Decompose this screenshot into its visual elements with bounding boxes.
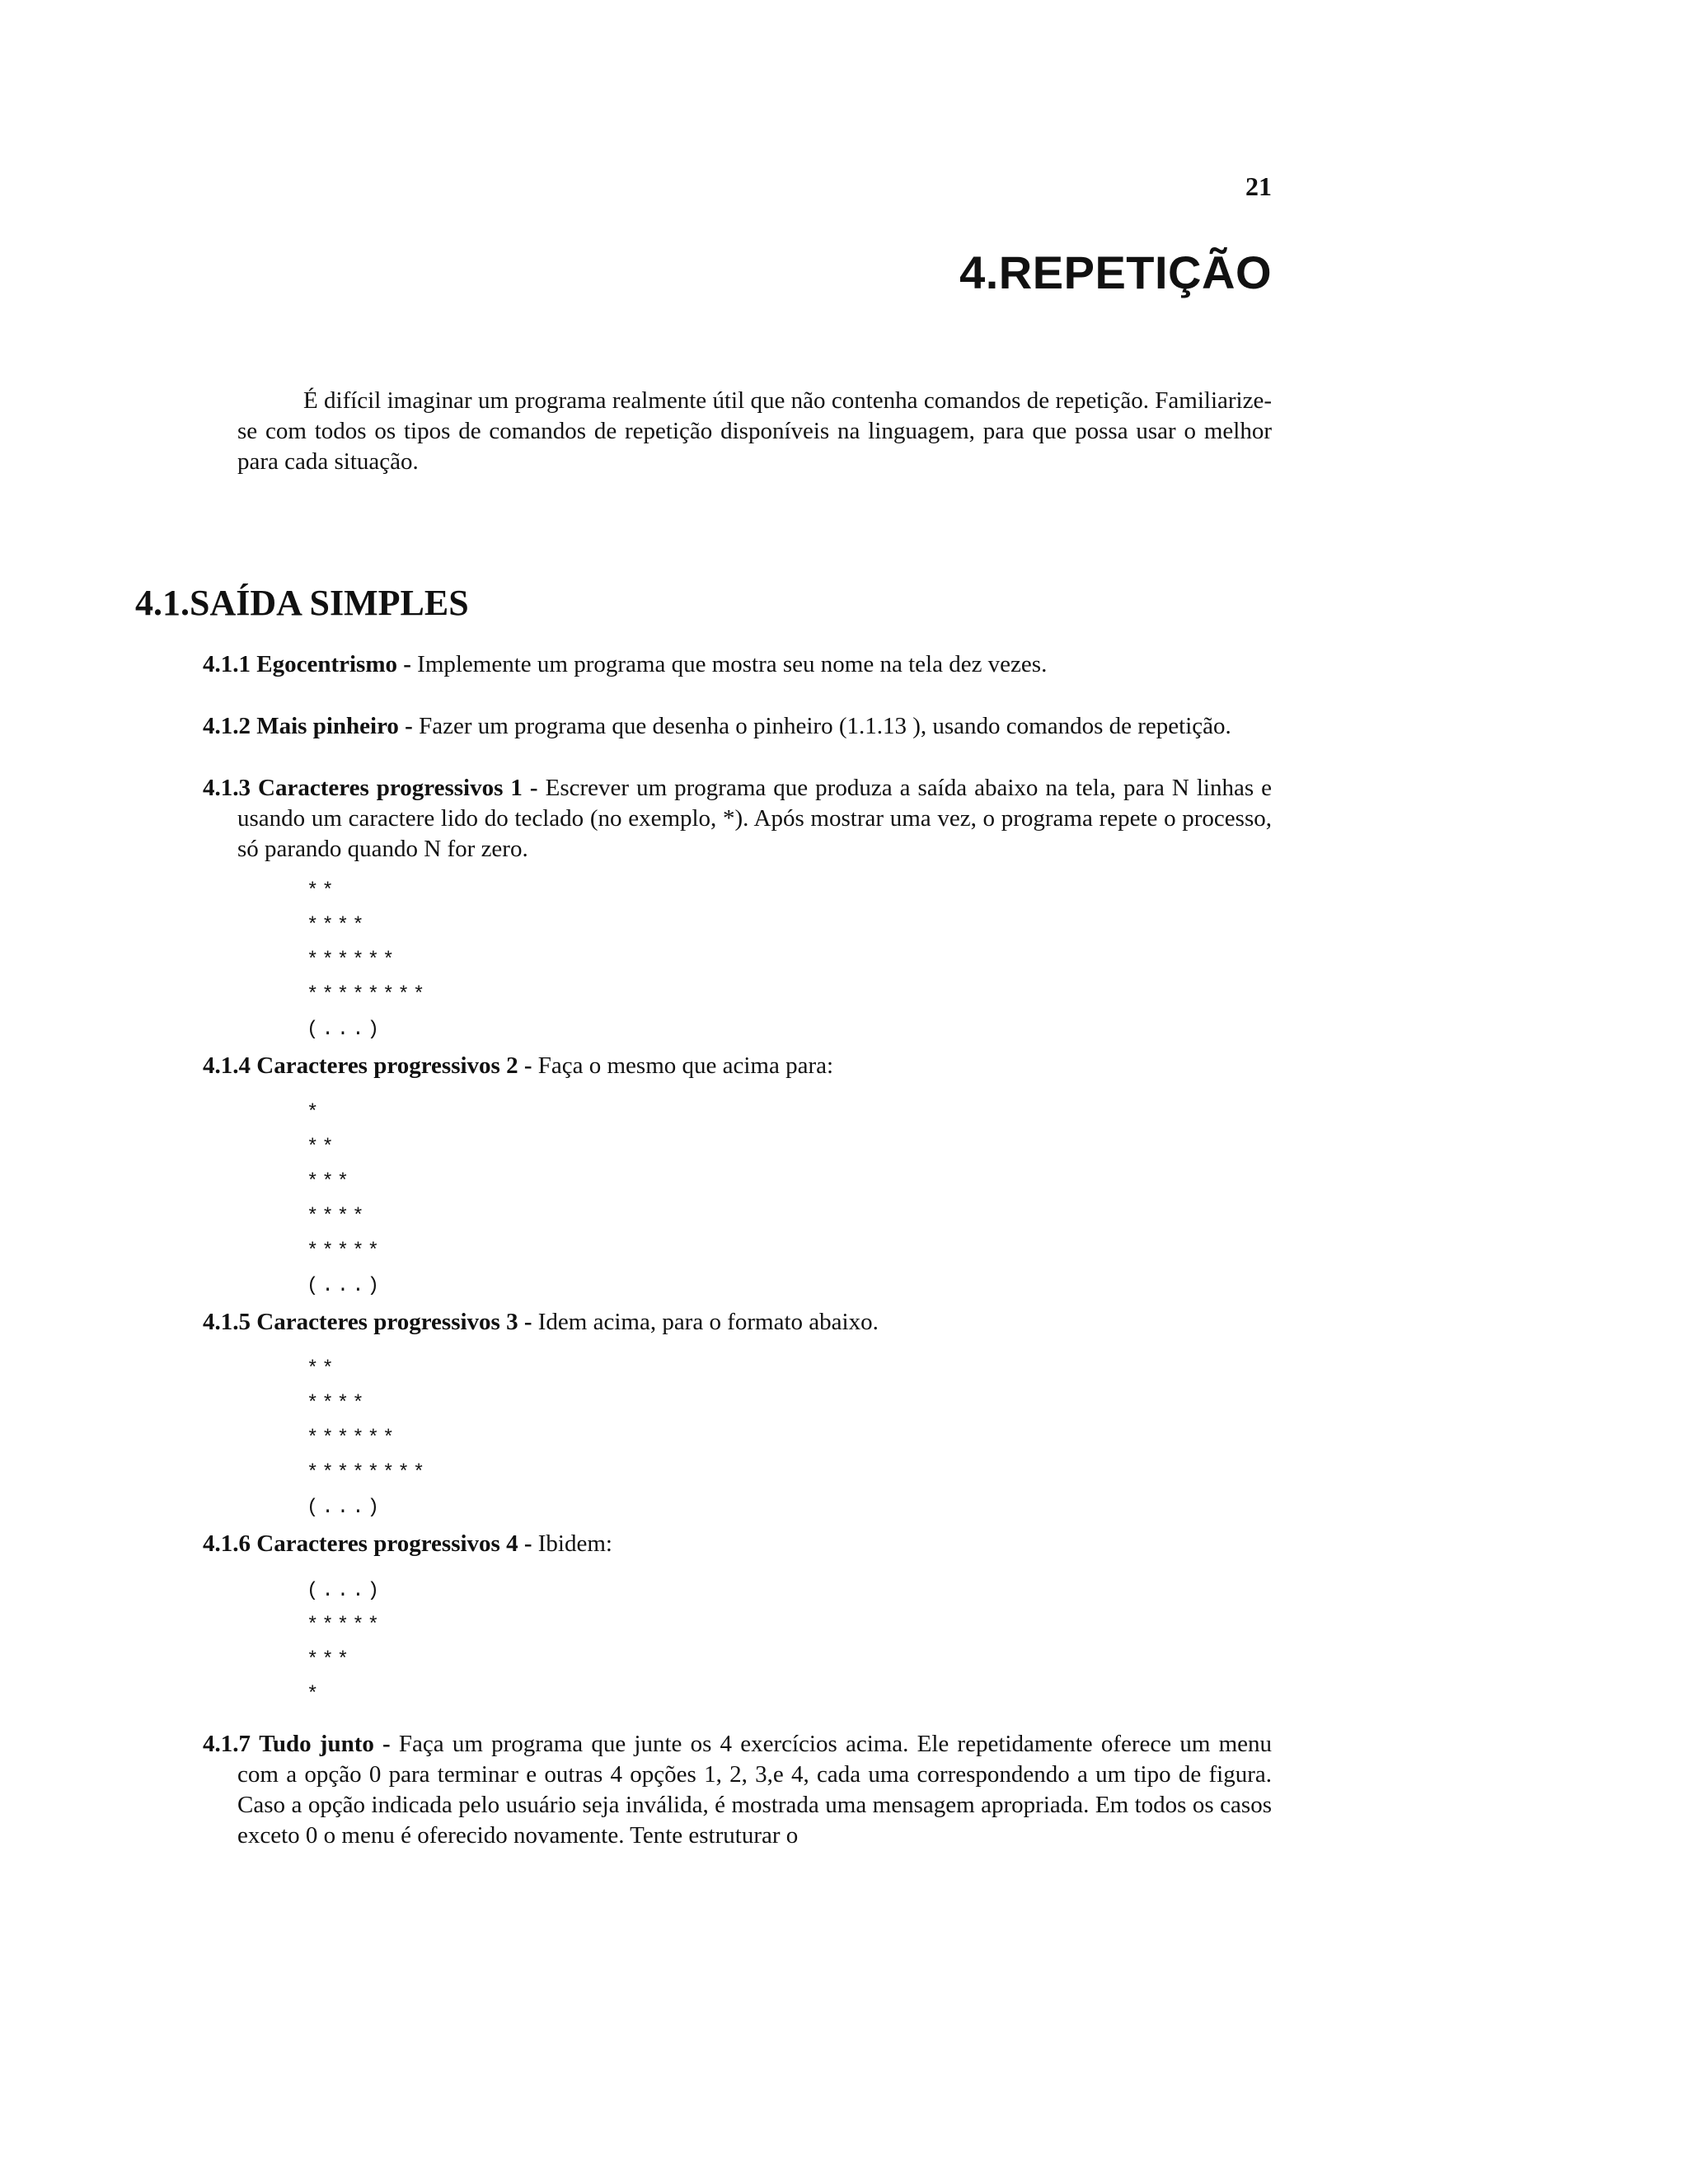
exercise-4-1-1 — [203, 649, 1272, 680]
section-title: 4.1.SAÍDA SIMPLES — [135, 583, 469, 623]
ascii-line: * — [307, 1684, 322, 1706]
ascii-example — [203, 1096, 1272, 1304]
exercise-number: 4.1.3 — [203, 775, 251, 801]
ascii-line: ******** — [307, 984, 429, 1006]
ascii-line: ***** — [307, 1240, 383, 1263]
exercise-name: Caracteres progressivos 4 - — [256, 1530, 532, 1557]
ascii-example — [203, 1352, 1272, 1526]
exercise-number: 4.1.2 — [203, 713, 251, 739]
exercise-text: Ibidem: — [537, 1530, 612, 1557]
exercise-text: Implemente um programa que mostra seu nome na tela dez vezes. — [417, 651, 1048, 677]
chapter-title: 4.REPETIÇÃO — [959, 246, 1272, 298]
exercise-text: Faça um programa que junte os 4 exercícios acima. Ele repetidamente oferece um menu com a opção 0 para terminar e outras 4 opções 1, 2, 3,e 4, cada uma correspondendo a um tipo de figura. Caso a opção indicada pelo usuário seja inválida, é mostrada uma mensagem apropriada. Em todos os casos exceto 0 o menu é oferecido novamente. Tente estruturar o — [237, 1731, 1273, 1849]
exercise-list — [203, 649, 1272, 1851]
ascii-line: ** — [307, 1137, 337, 1159]
exercise-text: Fazer um programa que desenha o pinheiro (1.1.13 ), usando comandos de repetição. — [419, 713, 1231, 739]
exercise-number: 4.1.7 — [203, 1731, 251, 1757]
ascii-example — [203, 1574, 1272, 1713]
exercise-name: Caracteres progressivos 2 - — [256, 1052, 532, 1079]
ascii-line: ****** — [307, 949, 398, 972]
exercise-4-1-6 — [203, 1529, 1272, 1559]
exercise-name: Caracteres progressivos 3 - — [256, 1309, 532, 1335]
ascii-line: ******** — [307, 1462, 429, 1484]
ascii-line: (...) — [307, 1580, 383, 1602]
exercise-name: Mais pinheiro - — [256, 713, 413, 739]
ascii-line: ****** — [307, 1427, 398, 1450]
ascii-line: *** — [307, 1649, 353, 1671]
ascii-example — [203, 874, 1272, 1047]
ascii-line: ** — [307, 1358, 337, 1380]
intro-paragraph: É difícil imaginar um programa realmente útil que não contenha comandos de repetição. Familiarize-se com todos os tipos de comandos de repetição disponíveis na linguagem, para que possa usar o melhor para cada situação. — [237, 387, 1272, 475]
exercise-text: Escrever um programa que produza a saída abaixo na tela, para N linhas e usando um caractere lido do teclado (no exemplo, *). Após mostrar uma vez, o programa repete o processo, só parando quando N for zero. — [237, 775, 1273, 862]
exercise-name: Tudo junto - — [259, 1731, 391, 1757]
ascii-line: **** — [307, 1206, 368, 1228]
exercise-4-1-3 — [203, 773, 1272, 865]
ascii-line: ** — [307, 880, 337, 902]
ascii-line: (...) — [307, 1019, 383, 1041]
exercise-number: 4.1.5 — [203, 1309, 251, 1335]
ascii-line: ***** — [307, 1615, 383, 1637]
exercise-4-1-5 — [203, 1307, 1272, 1338]
exercise-4-1-2 — [203, 711, 1272, 742]
ascii-line: **** — [307, 1393, 368, 1415]
exercise-number: 4.1.4 — [203, 1052, 251, 1079]
exercise-name: Egocentrismo - — [256, 651, 411, 677]
ascii-line: **** — [307, 915, 368, 937]
ascii-line: *** — [307, 1171, 353, 1193]
exercise-name: Caracteres progressivos 1 - — [258, 775, 538, 801]
exercise-4-1-7 — [203, 1729, 1272, 1851]
exercise-number: 4.1.6 — [203, 1530, 251, 1557]
exercise-text: Idem acima, para o formato abaixo. — [537, 1309, 879, 1335]
ascii-line: (...) — [307, 1275, 383, 1297]
exercise-text: Faça o mesmo que acima para: — [537, 1052, 834, 1079]
page-number: 21 — [1245, 171, 1272, 201]
ascii-line: * — [307, 1102, 322, 1124]
exercise-number: 4.1.1 — [203, 651, 251, 677]
ascii-line: (...) — [307, 1497, 383, 1519]
exercise-4-1-4 — [203, 1051, 1272, 1081]
